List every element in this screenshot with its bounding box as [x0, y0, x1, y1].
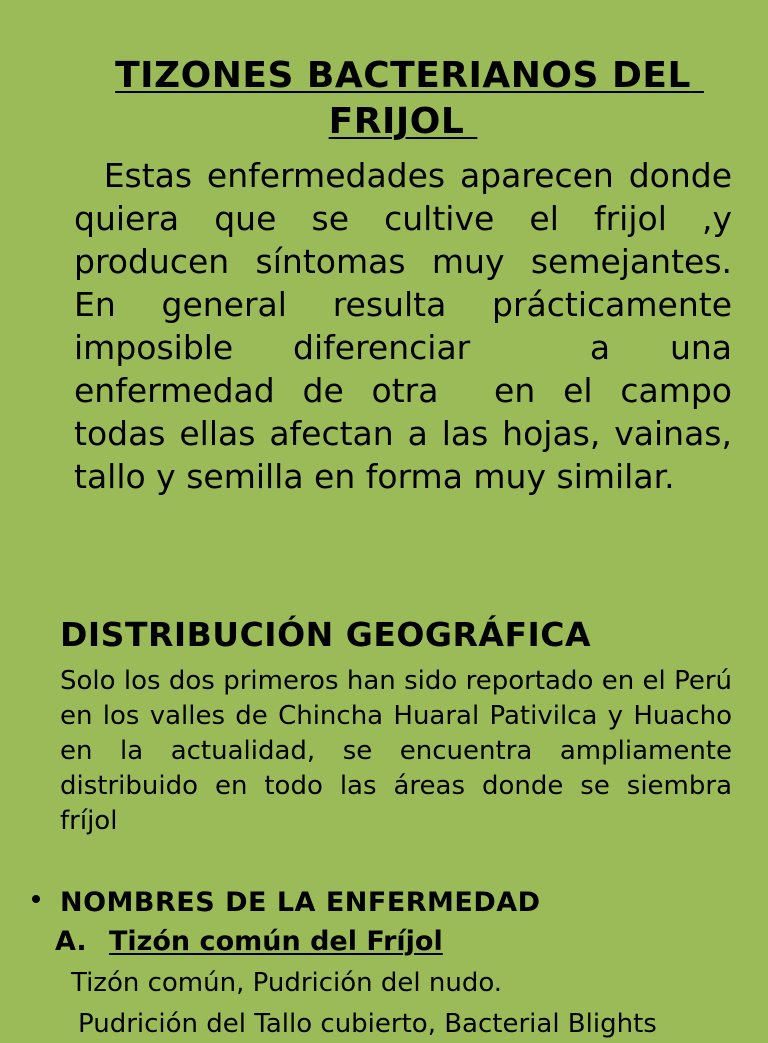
- common-names-line-1: Tizón común, Pudrición del nudo.: [71, 968, 503, 998]
- common-names-line-2: Pudrición del Tallo cubierto, Bacterial Blights: [78, 1009, 657, 1039]
- distribution-heading: DISTRIBUCIÓN GEOGRÁFICA: [60, 615, 592, 654]
- names-heading: NOMBRES DE LA ENFERMEDAD: [60, 886, 541, 918]
- bullet-dot-icon: [32, 895, 40, 903]
- slide-title: TIZONES BACTERIANOS DEL FRIJOL: [115, 55, 704, 142]
- distribution-paragraph: Solo los dos primeros han sido reportado en el Perú en los valles de Chincha Huaral Pativilca y Huacho en la actualidad, se encuentra ampliamente distribuido en todo las áreas donde se siembra fríjol: [60, 666, 732, 836]
- disease-item-a: [55, 923, 443, 961]
- intro-paragraph: Estas enfermedades aparecen donde quiera que se cultive el frijol ,y producen síntomas muy semejantes. En general resulta prácticamente imposible diferenciar a una enfermedad de otra en el campo todas ellas afectan a las hojas, vainas, tallo y semilla en forma muy similar.: [74, 156, 753, 496]
- disease-name: Tizón común del Fríjol: [109, 926, 443, 957]
- bullet-item-names: [32, 883, 541, 921]
- item-letter: A.: [55, 926, 87, 957]
